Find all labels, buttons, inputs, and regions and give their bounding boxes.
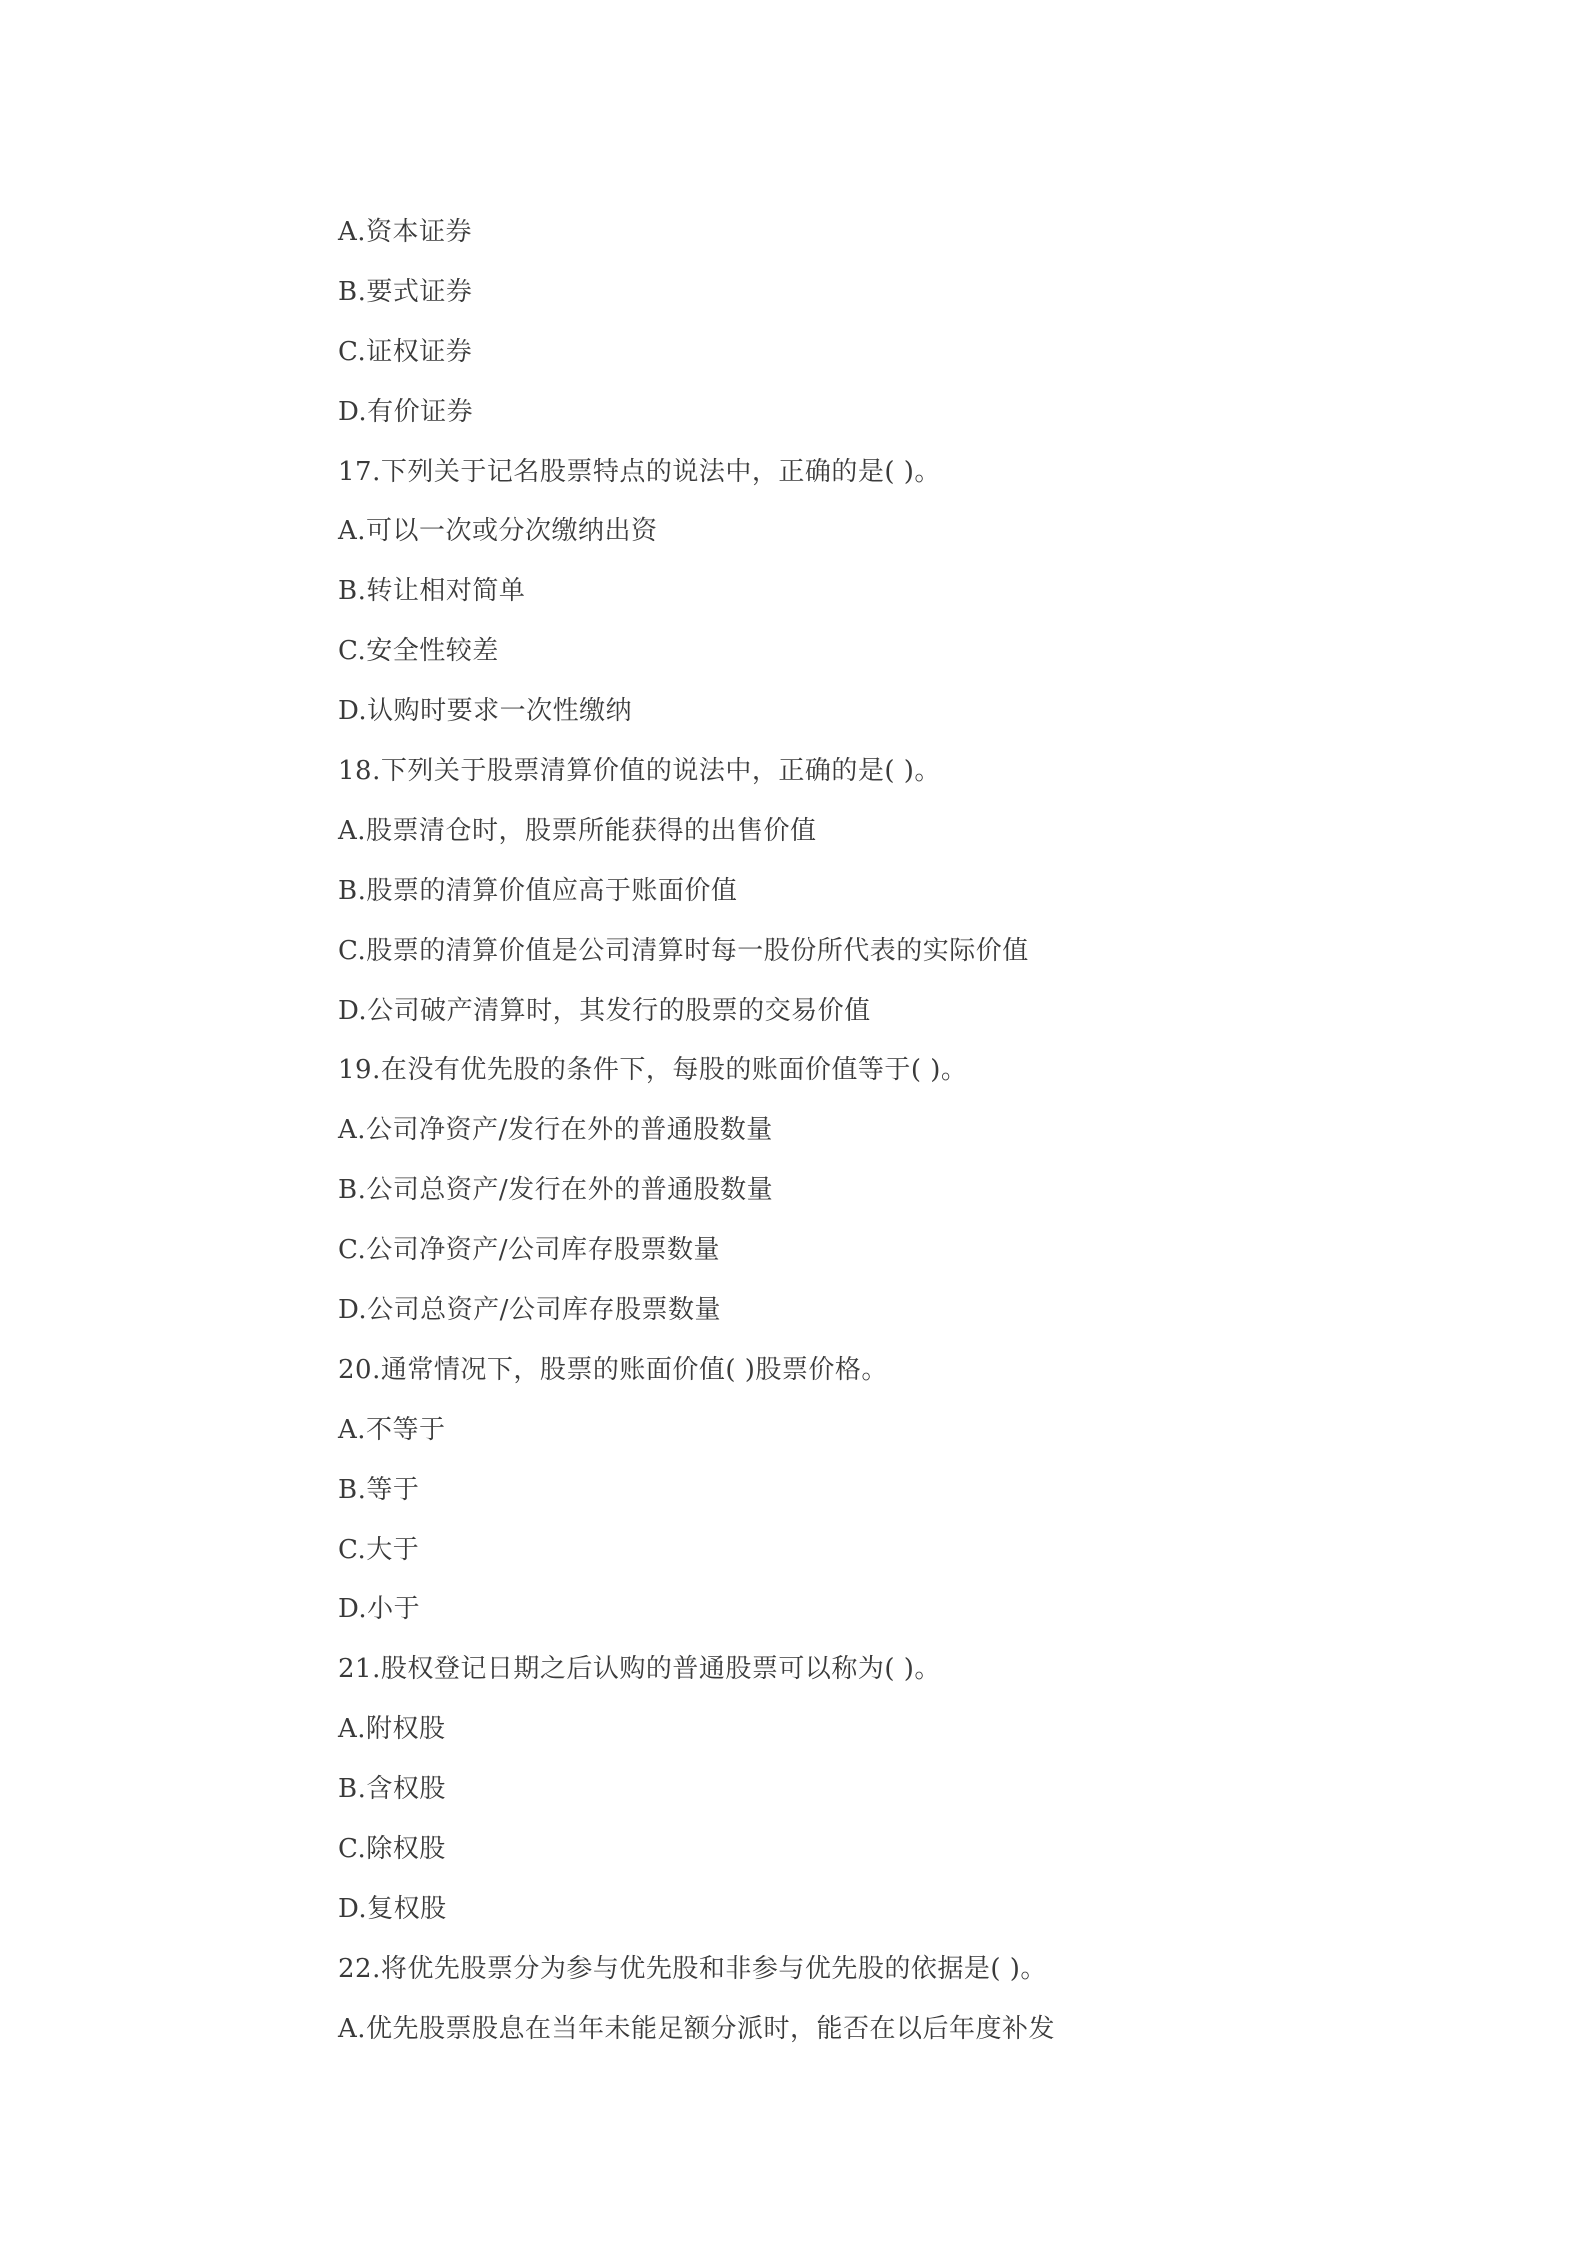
question-18: 18.下列关于股票清算价值的说法中，正确的是( )。 [338, 756, 941, 787]
question-22: 22.将优先股票分为参与优先股和非参与优先股的依据是( )。 [338, 1953, 1047, 1984]
option-q16-a: A.资本证券 [338, 217, 473, 247]
option-q21-d: D.复权股 [338, 1893, 447, 1924]
option-q16-b: B.要式证券 [338, 276, 473, 307]
option-q21-c: C.除权股 [338, 1834, 446, 1865]
question-19: 19.在没有优先股的条件下，每股的账面价值等于( )。 [338, 1055, 968, 1086]
option-q22-a: A.优先股票股息在当年未能足额分派时，能否在以后年度补发 [338, 2013, 1056, 2044]
option-q19-a: A.公司净资产/发行在外的普通股数量 [338, 1115, 773, 1146]
option-q21-b: B.含权股 [338, 1774, 446, 1805]
option-q17-c: C.安全性较差 [338, 636, 499, 667]
option-q18-b: B.股票的清算价值应高于账面价值 [338, 875, 738, 906]
option-q18-d: D.公司破产清算时，其发行的股票的交易价值 [338, 995, 871, 1026]
option-q20-a: A.不等于 [338, 1414, 446, 1445]
option-q16-d: D.有价证券 [338, 396, 474, 427]
option-q21-a: A.附权股 [338, 1714, 446, 1745]
option-q17-b: B.转让相对简单 [338, 576, 526, 607]
option-q16-c: C.证权证券 [338, 336, 473, 367]
option-q18-a: A.股票清仓时，股票所能获得的出售价值 [338, 815, 817, 846]
option-q17-d: D.认购时要求一次性缴纳 [338, 696, 633, 727]
option-q20-d: D.小于 [338, 1594, 421, 1625]
option-q19-d: D.公司总资产/公司库存股票数量 [338, 1295, 721, 1326]
option-q17-a: A.可以一次或分次缴纳出资 [338, 516, 658, 547]
question-21: 21.股权登记日期之后认购的普通股票可以称为( )。 [338, 1654, 941, 1685]
option-q18-c: C.股票的清算价值是公司清算时每一股份所代表的实际价值 [338, 935, 1029, 966]
option-q20-b: B.等于 [338, 1474, 420, 1505]
option-q19-c: C.公司净资产/公司库存股票数量 [338, 1235, 720, 1266]
option-q19-b: B.公司总资产/发行在外的普通股数量 [338, 1175, 774, 1206]
question-17: 17.下列关于记名股票特点的说法中，正确的是( )。 [338, 456, 941, 487]
question-20: 20.通常情况下，股票的账面价值( )股票价格。 [338, 1354, 888, 1385]
document-body [338, 219, 1338, 2076]
option-q20-c: C.大于 [338, 1534, 420, 1565]
